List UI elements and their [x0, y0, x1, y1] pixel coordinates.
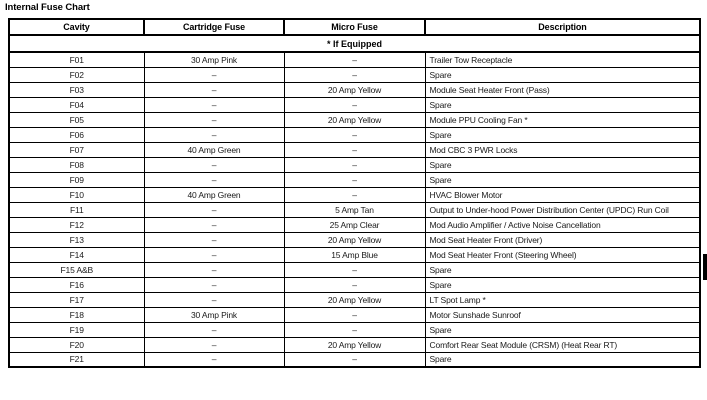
- cavity-cell: F19: [9, 322, 144, 337]
- cavity-cell: F02: [9, 67, 144, 82]
- cavity-cell: F09: [9, 172, 144, 187]
- cartridge-fuse-cell: –: [144, 127, 284, 142]
- cavity-cell: F07: [9, 142, 144, 157]
- column-header-description: Description: [425, 19, 700, 35]
- cavity-cell: F17: [9, 292, 144, 307]
- cavity-cell: F04: [9, 97, 144, 112]
- cavity-cell: F03: [9, 82, 144, 97]
- description-cell: Motor Sunshade Sunroof: [425, 307, 700, 322]
- description-cell: LT Spot Lamp *: [425, 292, 700, 307]
- page-edge-mark: [703, 254, 707, 280]
- page-title: Internal Fuse Chart: [5, 2, 90, 13]
- cartridge-fuse-cell: –: [144, 292, 284, 307]
- cartridge-fuse-cell: –: [144, 217, 284, 232]
- cartridge-fuse-cell: –: [144, 202, 284, 217]
- table-row: [9, 52, 700, 67]
- cartridge-fuse-cell: –: [144, 322, 284, 337]
- cavity-cell: F06: [9, 127, 144, 142]
- description-cell: Module Seat Heater Front (Pass): [425, 82, 700, 97]
- cavity-cell: F14: [9, 247, 144, 262]
- if-equipped-note: * If Equipped: [9, 35, 700, 52]
- cavity-cell: F21: [9, 352, 144, 367]
- internal-fuse-chart-table: [8, 18, 701, 368]
- table-row: [9, 232, 700, 247]
- cavity-cell: F11: [9, 202, 144, 217]
- cartridge-fuse-cell: –: [144, 82, 284, 97]
- description-cell: Spare: [425, 127, 700, 142]
- column-header-cavity: Cavity: [9, 19, 144, 35]
- column-header-cartridge-fuse: Cartridge Fuse: [144, 19, 284, 35]
- micro-fuse-cell: –: [284, 187, 425, 202]
- table-row: [9, 262, 700, 277]
- table-row: [9, 307, 700, 322]
- description-cell: Spare: [425, 172, 700, 187]
- table-row: [9, 67, 700, 82]
- note-row: [9, 35, 700, 52]
- cavity-cell: F10: [9, 187, 144, 202]
- description-cell: Module PPU Cooling Fan *: [425, 112, 700, 127]
- micro-fuse-cell: –: [284, 307, 425, 322]
- micro-fuse-cell: –: [284, 277, 425, 292]
- description-cell: Spare: [425, 97, 700, 112]
- table-row: [9, 322, 700, 337]
- cavity-cell: F15 A&B: [9, 262, 144, 277]
- description-cell: Spare: [425, 277, 700, 292]
- cavity-cell: F08: [9, 157, 144, 172]
- cavity-cell: F12: [9, 217, 144, 232]
- micro-fuse-cell: –: [284, 142, 425, 157]
- table-body: [9, 52, 700, 367]
- description-cell: Mod Audio Amplifier / Active Noise Cancellation: [425, 217, 700, 232]
- description-cell: Spare: [425, 157, 700, 172]
- description-cell: Trailer Tow Receptacle: [425, 52, 700, 67]
- micro-fuse-cell: –: [284, 172, 425, 187]
- cartridge-fuse-cell: 30 Amp Pink: [144, 307, 284, 322]
- cartridge-fuse-cell: –: [144, 262, 284, 277]
- cartridge-fuse-cell: –: [144, 67, 284, 82]
- description-cell: Comfort Rear Seat Module (CRSM) (Heat Rear RT): [425, 337, 700, 352]
- micro-fuse-cell: –: [284, 127, 425, 142]
- cartridge-fuse-cell: –: [144, 277, 284, 292]
- micro-fuse-cell: –: [284, 157, 425, 172]
- description-cell: Mod CBC 3 PWR Locks: [425, 142, 700, 157]
- column-header-micro-fuse: Micro Fuse: [284, 19, 425, 35]
- micro-fuse-cell: –: [284, 352, 425, 367]
- description-cell: Mod Seat Heater Front (Steering Wheel): [425, 247, 700, 262]
- micro-fuse-cell: 20 Amp Yellow: [284, 232, 425, 247]
- micro-fuse-cell: 20 Amp Yellow: [284, 82, 425, 97]
- micro-fuse-cell: –: [284, 52, 425, 67]
- cartridge-fuse-cell: 30 Amp Pink: [144, 52, 284, 67]
- table-row: [9, 172, 700, 187]
- micro-fuse-cell: 15 Amp Blue: [284, 247, 425, 262]
- micro-fuse-cell: –: [284, 322, 425, 337]
- cavity-cell: F20: [9, 337, 144, 352]
- description-cell: Output to Under-hood Power Distribution Center (UPDC) Run Coil: [425, 202, 700, 217]
- micro-fuse-cell: –: [284, 67, 425, 82]
- table-row: [9, 217, 700, 232]
- description-cell: Spare: [425, 67, 700, 82]
- table-row: [9, 112, 700, 127]
- micro-fuse-cell: 5 Amp Tan: [284, 202, 425, 217]
- cartridge-fuse-cell: 40 Amp Green: [144, 142, 284, 157]
- table-row: [9, 157, 700, 172]
- cartridge-fuse-cell: –: [144, 352, 284, 367]
- cartridge-fuse-cell: 40 Amp Green: [144, 187, 284, 202]
- micro-fuse-cell: 25 Amp Clear: [284, 217, 425, 232]
- cavity-cell: F05: [9, 112, 144, 127]
- table-row: [9, 82, 700, 97]
- micro-fuse-cell: –: [284, 97, 425, 112]
- table-row: [9, 127, 700, 142]
- micro-fuse-cell: 20 Amp Yellow: [284, 337, 425, 352]
- table-row: [9, 292, 700, 307]
- cavity-cell: F13: [9, 232, 144, 247]
- table-row: [9, 337, 700, 352]
- table-row: [9, 187, 700, 202]
- cartridge-fuse-cell: –: [144, 172, 284, 187]
- description-cell: Spare: [425, 352, 700, 367]
- description-cell: Spare: [425, 262, 700, 277]
- description-cell: Spare: [425, 322, 700, 337]
- table-row: [9, 202, 700, 217]
- cartridge-fuse-cell: –: [144, 97, 284, 112]
- cavity-cell: F01: [9, 52, 144, 67]
- cartridge-fuse-cell: –: [144, 337, 284, 352]
- description-cell: Mod Seat Heater Front (Driver): [425, 232, 700, 247]
- table-row: [9, 142, 700, 157]
- table-row: [9, 352, 700, 367]
- cartridge-fuse-cell: –: [144, 157, 284, 172]
- cartridge-fuse-cell: –: [144, 112, 284, 127]
- description-cell: HVAC Blower Motor: [425, 187, 700, 202]
- micro-fuse-cell: 20 Amp Yellow: [284, 292, 425, 307]
- micro-fuse-cell: –: [284, 262, 425, 277]
- micro-fuse-cell: 20 Amp Yellow: [284, 112, 425, 127]
- cartridge-fuse-cell: –: [144, 247, 284, 262]
- table-row: [9, 277, 700, 292]
- table-row: [9, 97, 700, 112]
- cavity-cell: F18: [9, 307, 144, 322]
- header-row: [9, 19, 700, 35]
- cartridge-fuse-cell: –: [144, 232, 284, 247]
- table-row: [9, 247, 700, 262]
- cavity-cell: F16: [9, 277, 144, 292]
